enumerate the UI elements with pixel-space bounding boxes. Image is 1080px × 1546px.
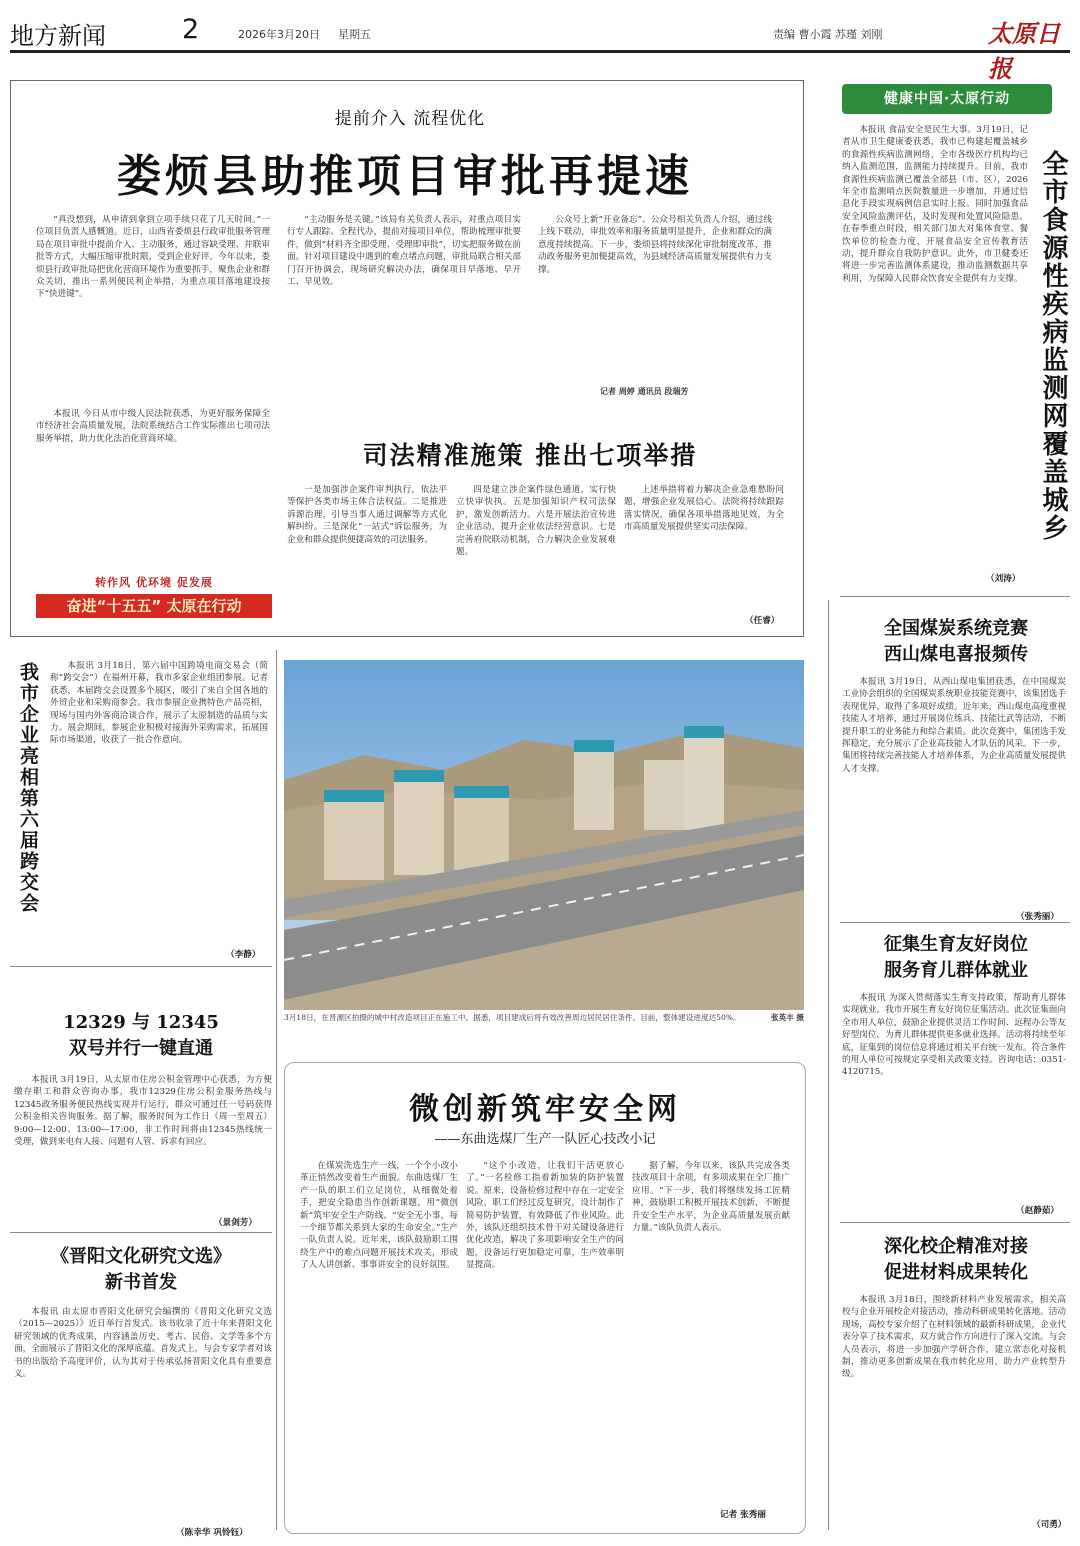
feature-byline: 记者 张秀丽 [720,1510,766,1520]
book-text: 本报讯 由太原市晋阳文化研究会编撰的《晋阳文化研究文选（2015—2025）》近日举行首发式。该书收录了近十年来晋阳文化研究领域的优秀成果，内容涵盖历史、考古、民俗、文学等多个方面，全面展示了晋阳文化的深厚底蕴。首发式上，与会专家学者对该书的出版给予高度评价，认为其对于传承弘扬晋阳文化具有重要意义。 [14,1307,272,1380]
right-divider-1 [840,596,1070,597]
coal-headline-2: 西山煤电喜报频传 [884,644,1028,665]
hotline-byline: （景剑芳） [214,1218,257,1228]
childcare-headline-2: 服务育儿群体就业 [884,960,1028,981]
coal-byline: （张秀丽） [1016,912,1059,922]
school-headline-1: 深化校企精准对接 [884,1236,1028,1257]
cross-border-byline: （李静） [226,950,261,960]
judicial-col-1: 一是加强涉企案件审判执行，依法平等保护各类市场主体合法权益。二是推进诉源治理，引导当事人通过调解等方式化解纠纷。三是深化“一站式”诉讼服务，为企业和群众提供便捷高效的司法服务。 [287,485,447,545]
book-headline-1: 《晋阳文化研究文选》 [51,1246,231,1267]
lead-byline: 记者 周婷 通讯员 段瑞芳 [600,387,689,396]
photo-credit: 张英丰 摄 [770,1013,804,1022]
issue-weekday: 星期五 [338,28,371,41]
left-divider-1 [10,966,272,967]
issue-date: 2026年3月20日 [238,28,320,41]
book-byline: （陈幸华 巩铃钰） [176,1528,248,1538]
feature-col-3: 据了解，今年以来，该队共完成各类技改项目十余项，有多项成果在全厂推广应用。“下一步，我们将继续发扬工匠精神，鼓励职工积极开展技术创新，不断提升安全生产水平，为企业高质量发展贡献力量。”该队负责人表示。 [632,1161,790,1234]
banner-slogan: 转作风 优环境 促发展 [95,576,213,589]
photo-caption: 3月18日，在晋源区拍摄的城中村改造项目正在施工中。据悉，项目建成后将有效改善周边居民居住条件。目前，整体建设进度达50%。 张英丰 摄 [284,1013,804,1022]
cross-border-text: 本报讯 3月18日，第六届中国跨境电商交易会（简称“跨交会”）在福州开幕，我市多家企业组团参展。记者获悉，本届跨交会设置多个展区，吸引了来自全国各地的外贸企业和采购商参会。我市参展企业携特色产品亮相，现场与国内外客商洽谈合作，展示了太原制造的品质与实力。展会期间，参展企业积极对接海外采购需求，拓展国际市场渠道，收获了一批合作意向。 [50,661,268,746]
judicial-byline: （任睿） [745,616,780,626]
right-divider-3 [840,1222,1070,1223]
cross-border-headline: 我市企业亮相第六届跨交会 [17,662,39,914]
childcare-headline-1: 征集生育友好岗位 [884,934,1028,955]
childcare-byline: （赵静茹） [1016,1206,1059,1216]
editors: 责编 曹小霞 苏瑾 刘刚 [773,28,883,41]
paper-logo: 太原日报 [988,19,1060,83]
lead-col-3: 公众号上新“开业备忘”。公众号相关负责人介绍，通过线上线下联动，审批效率和服务质量明显提升，企业和群众的满意度持续提高。下一步，娄烦县将持续深化审批制度改革，推动政务服务更加便捷高效，为县域经济高质量发展提供有力支撑。 [538,215,772,275]
photo-illustration [284,660,804,1010]
childcare-text: 本报讯 为深入贯彻落实生育支持政策，帮助育儿群体实现就业，我市开展生育友好岗位征集活动。此次征集面向全市用人单位，鼓励企业提供灵活工作时间、远程办公等友好型岗位，为育儿群体提供更多就业选择。活动将持续至年底，征集到的岗位信息将通过相关平台统一发布。符合条件的用人单位可按规定享受相关政策支持。咨询电话：0351-4120715。 [842,993,1066,1078]
masthead-rule [10,50,1070,53]
feature-col-2: “这个小改造，让我们干活更放心了。”一名检修工指着新加装的防护装置说。原来，设备检修过程中存在一定安全风险，职工们经过反复研究，设计制作了简易防护装置，有效降低了作业风险。此外，该队还组织技术骨干对关键设备进行优化改造，解决了多项影响安全生产的问题，设备运行更加稳定可靠，生产效率明显提高。 [466,1161,624,1271]
judicial-headline: 司法精准施策 推出七项举措 [362,441,698,470]
hotline-text: 本报讯 3月19日，从太原市住房公积金管理中心获悉，为方便缴存职工和群众咨询办事，我市12329住房公积金服务热线与12345政务服务便民热线实现并行运行，群众可通过任一号码获得公积金相关咨询服务。据了解，服务时间为工作日（周一至周五）9:00—12:00、13:00—17:00，非工作时间将由12345热线统一受理，做到来电有人接、问题有人管、诉求有回应。 [14,1075,272,1148]
lead-headline: 娄烦县助推项目审批再提速 [117,151,693,202]
school-byline: （司勇） [1032,1520,1067,1530]
health-badge: 健康中国·太原行动 [842,84,1052,114]
judicial-intro: 本报讯 今日从市中级人民法院获悉，为更好服务保障全市经济社会高质量发展，法院系统结合工作实际推出七项司法服务举措，助力优化法治化营商环境。 [36,409,270,444]
hotline-headline-2: 双号并行一键直通 [69,1038,213,1059]
campaign-banner [36,574,272,618]
banner-main: 奋进“十五五” 太原在行动 [36,594,272,618]
school-text: 本报讯 3月18日，围绕新材料产业发展需求，相关高校与企业开展校企对接活动，推动科研成果转化落地。活动现场，高校专家介绍了在材料领域的最新科研成果，企业代表分享了技术需求，双方就合作方向进行了深入交流。与会人员表示，将进一步加强产学研合作，建立常态化对接机制，推动更多创新成果在我市转化应用，助力产业转型升级。 [842,1295,1066,1380]
lead-kicker: 提前介入 流程优化 [334,109,486,129]
food-safety-text: 本报讯 食品安全是民生大事。3月19日，记者从市卫生健康委获悉，我市已构建起覆盖城乡的食源性疾病监测网络，全市各级医疗机构均已纳入监测范围，监测能力持续提升。目前，我市食源性疾病监测已覆盖全部县（市、区），2026年全市监测哨点医院数量进一步增加，并通过信息化手段实现病例信息实时上报。同时加强食品安全风险监测评估，及时发现和处置风险隐患。在春季重点时段，相关部门加大对集体食堂、餐饮单位的检查力度，开展食品安全宣传教育活动，提升群众自我防护意识。此外，市卫健委还将进一步完善监测体系建设，推动监测数据共享利用，为保障人民群众饮食安全提供有力支撑。 [842,125,1028,284]
left-divider-2 [10,1232,272,1233]
masthead [10,12,1070,83]
feature-col-1: 在煤炭洗选生产一线，一个个小改小革正悄然改变着生产面貌。东曲选煤厂生产一队的职工们立足岗位，从细微处着手，把安全隐患当作创新课题，用“微创新”筑牢安全生产防线。“安全无小事，每一个细节都关系到大家的生命安全。”生产一队负责人说。近年来，该队鼓励职工围绕生产中的难点问题开展技术攻关，形成了人人讲创新、事事讲安全的良好氛围。 [300,1161,458,1271]
coal-text: 本报讯 3月19日，从西山煤电集团获悉，在中国煤炭工业协会组织的全国煤炭系统职业技能竞赛中，该集团选手表现优异，取得了多项好成绩。近年来，西山煤电高度重视技能人才培养，通过开展岗位练兵、技能比武等活动，不断提升职工的业务能力和综合素质。此次竞赛中，集团选手发挥稳定，充分展示了企业高技能人才队伍的风采。下一步，集团将持续完善技能人才培养体系，为企业高质量发展提供人才支撑。 [842,677,1066,774]
school-headline-2: 促进材料成果转化 [884,1262,1028,1283]
food-safety-headline: 全市食源性疾病监测网覆盖城乡 [1038,150,1068,542]
lead-col-2: “主动服务是关键。”该局有关负责人表示，对重点项目实行专人跟踪、全程代办，提前对接项目单位，帮助梳理审批要件，做到“材料齐全即受理、受理即审批”，切实把服务做在前面。针对项目建设中遇到的难点堵点问题，审批局联合相关部门召开协调会，现场研究解决办法，确保项目早落地、早开工、早见效。 [287,215,521,288]
page-number: 2 [182,14,200,45]
section-title: 地方新闻 [10,22,106,50]
left-column-rule [276,650,277,1530]
construction-photo [284,660,804,1010]
judicial-col-2: 四是建立涉企案件绿色通道，实行快立快审快执。五是加强知识产权司法保护，激发创新活力。六是开展法治宣传进企业活动，提升企业依法经营意识。七是完善府院联动机制，合力解决企业发展难题。 [456,485,616,558]
coal-headline-1: 全国煤炭系统竞赛 [884,618,1028,639]
feature-subtitle: ——东曲选煤厂生产一队匠心技改小记 [434,1132,656,1147]
judicial-col-3: 上述举措将着力解决企业急难愁盼问题，增强企业发展信心。法院将持续跟踪落实情况，确保各项举措落地见效，为全市高质量发展提供坚实司法保障。 [624,485,784,533]
right-divider-2 [840,922,1070,923]
lead-col-1: “真没想到，从申请到拿到立项手续只花了几天时间。”一位项目负责人感慨道。近日，山西省娄烦县行政审批服务管理局在项目审批中提前介入、主动服务，通过容缺受理、并联审批等方式，大幅压缩审批时限，受到企业好评。今年以来，娄烦县行政审批局把优化营商环境作为重要抓手，聚焦企业和群众关切，推出一系列便民利企举措，为重点项目落地建设按下“快进键”。 [36,215,270,300]
food-safety-byline: （刘涛） [986,574,1021,584]
right-column-rule [828,600,829,1530]
book-headline-2: 新书首发 [105,1272,177,1293]
hotline-headline-1: 12329 与 12345 [63,1012,219,1033]
feature-headline: 微创新筑牢安全网 [409,1092,681,1127]
